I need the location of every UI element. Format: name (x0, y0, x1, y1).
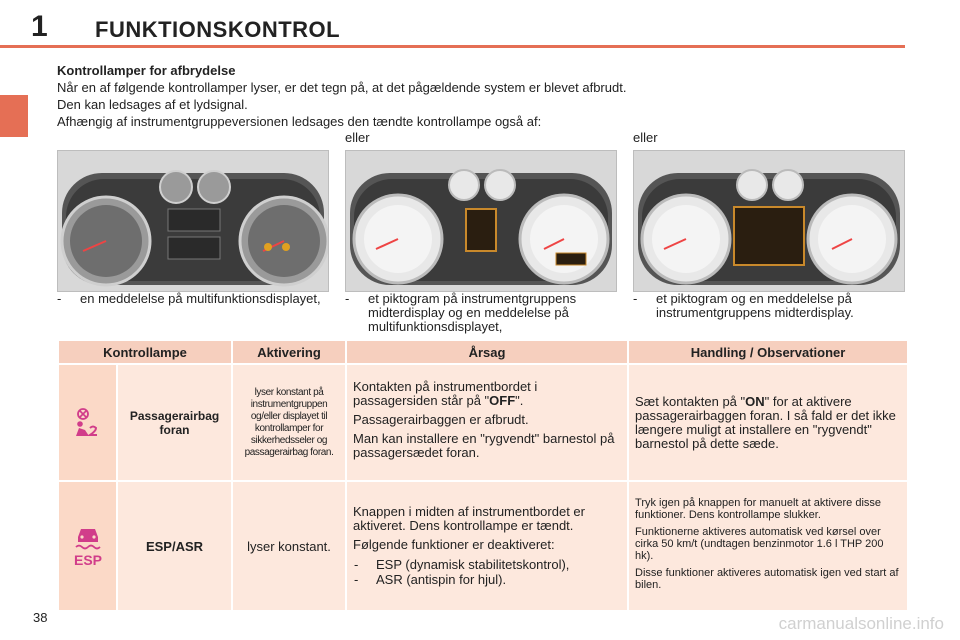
instrument-cluster-image (57, 150, 329, 292)
intro-line-2: Den kan ledsages af et lydsignal. (57, 97, 248, 112)
lamp-activation: lyser konstant. (233, 482, 345, 610)
lamp-action: Sæt kontakten på "ON" for at aktivere passagerairbaggen foran. I så fald er det ikke længere muligt at installere en "rygvendt" barnestol på dette sæde. (629, 365, 907, 480)
cause-text: Passagerairbaggen er afbrudt. (353, 412, 529, 427)
instrument-cluster-version-2 (346, 151, 616, 291)
header-rule (0, 45, 905, 48)
caption: - et piktogram og en meddelelse på instrumentgruppens midterdisplay. (633, 291, 854, 320)
lamp-activation: lyser konstant på instrumentgruppen og/eller displayet til kontrollamper for sikkerhedsseler og passagerairbag foran. (233, 365, 345, 480)
passenger-airbag-off-icon (59, 365, 116, 480)
instrument-cluster-image (345, 150, 617, 292)
watermark: carmanualsonline.info (778, 614, 944, 633)
lamp-cause (347, 482, 627, 610)
deactivated-list (353, 557, 621, 587)
page-number: 38 (33, 610, 48, 625)
chapter-title: FUNKTIONSKONTROL (95, 17, 341, 42)
column-header: Kontrollampe (59, 341, 231, 363)
caption: - en meddelelse på multifunktionsdisplayet, (57, 291, 321, 306)
passenger-airbag-off-icon (71, 404, 105, 438)
intro-text (57, 62, 897, 130)
instrument-cluster-image (633, 150, 905, 292)
lamp-action (629, 482, 907, 610)
svg-text:ESP: ESP (73, 551, 102, 567)
list-item: - ASR (antispin for hjul). (353, 572, 621, 587)
table-row (59, 365, 907, 480)
table-header-row (59, 341, 907, 363)
cause-text: Man kan installere en "rygvendt" barnestol på passagersædet foran. (353, 431, 615, 460)
list-item: - ESP (dynamisk stabilitetskontrol), (353, 557, 621, 572)
action-text: Funktionerne aktiveres automatisk ved kørsel over cirka 50 km/t (undtagen benzinmotor 1.6 l THP 200 hk). (635, 525, 884, 562)
instrument-cluster-version-3 (634, 151, 904, 291)
warning-lamp-table (57, 339, 909, 612)
column-header: Handling / Observationer (629, 341, 907, 363)
or-label: eller (345, 130, 370, 145)
on-label: ON (745, 393, 765, 409)
lamp-cause (347, 365, 627, 480)
cause-text: Følgende funktioner er deaktiveret: (353, 537, 555, 552)
intro-line-3: Afhængig af instrumentgruppeversionen ledsages den tændte kontrollampe også af: (57, 114, 542, 129)
lamp-name: ESP/ASR (118, 482, 231, 610)
esp-icon (70, 523, 106, 567)
intro-line-1: Når en af følgende kontrollamper lyser, er det tegn på, at det pågældende system er blevet afbrudt. (57, 80, 627, 95)
cause-text: Kontakten på instrumentbordet i passagersiden står på "OFF". (353, 379, 538, 408)
chapter-number: 1 (31, 10, 48, 43)
action-text: Tryk igen på knappen for manuelt at aktivere disse funktioner. Dens kontrollampe slukker. (635, 496, 882, 521)
esp-icon (59, 482, 116, 610)
column-header: Aktivering (233, 341, 345, 363)
caption: - et piktogram på instrumentgruppens midterdisplay og en meddelelse på multifunktionsdisplayet, (345, 291, 577, 334)
chapter-side-tab (0, 95, 28, 137)
column-header: Årsag (347, 341, 627, 363)
table-row (59, 482, 907, 610)
section-heading: Kontrollamper for afbrydelse (57, 63, 236, 78)
action-text: Disse funktioner aktiveres automatisk igen ved start af bilen. (635, 566, 899, 591)
cause-text: Knappen i midten af instrumentbordet er aktiveret. Dens kontrollampe er tændt. (353, 504, 585, 533)
instrument-cluster-version-1 (58, 151, 328, 291)
off-label: OFF (489, 393, 516, 408)
or-label: eller (633, 130, 658, 145)
lamp-name: Passagerairbag foran (118, 365, 231, 480)
